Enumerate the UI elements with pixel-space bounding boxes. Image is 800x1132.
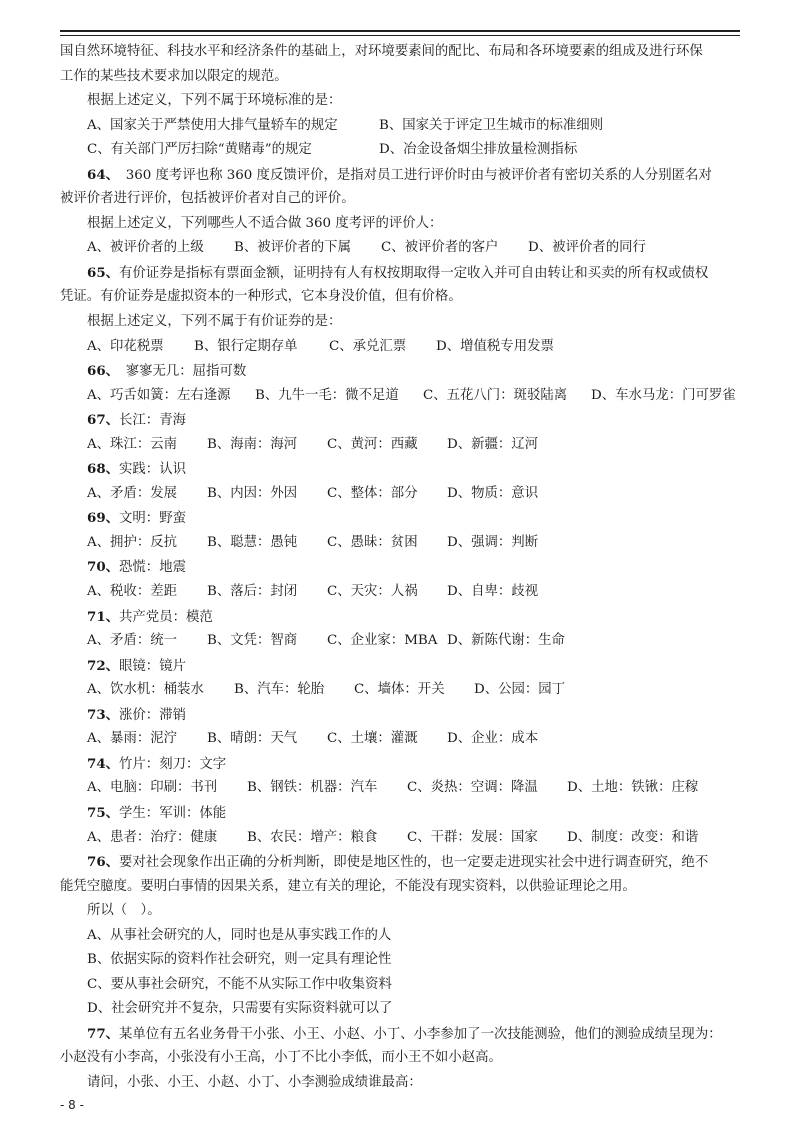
answer-option: B、银行定期存单	[194, 338, 298, 354]
answer-option: D、车水马龙：门可罗雀	[591, 387, 736, 403]
option-line	[60, 629, 745, 654]
text-line	[60, 924, 745, 949]
question-number: 65、	[87, 264, 120, 281]
header-rule-thick	[60, 30, 740, 32]
text-line	[60, 359, 745, 384]
text-line	[60, 408, 745, 433]
answer-option: D、土地：铁锹：庄稼	[567, 780, 699, 796]
answer-option: B、文凭：智商	[207, 633, 298, 649]
line-text: 被评价者进行评价，包括被评价者对自己的评价。	[60, 191, 355, 207]
question-number: 67、	[87, 412, 120, 429]
text-line	[60, 506, 745, 531]
line-text: 根据上述定义，下列哪些人不适合做 360 度考评的评价人：	[87, 215, 443, 231]
text-line	[60, 89, 745, 114]
answer-option: D、新疆：辽河	[447, 436, 539, 452]
text-line	[60, 899, 745, 924]
line-text: 工作的某些技术要求加以限定的规范。	[60, 68, 288, 84]
text-line	[60, 948, 745, 973]
answer-option: C、承兑汇票	[329, 338, 407, 354]
question-number: 70、	[87, 559, 120, 576]
option-line	[60, 678, 745, 703]
text-line	[60, 1071, 745, 1096]
answer-option: B、国家关于评定卫生城市的标准细则	[379, 117, 604, 133]
line-text: A、从事社会研究的人，同时也是从事实践工作的人	[87, 927, 392, 943]
text-line	[60, 875, 745, 900]
answer-option: A、暴雨：泥泞	[87, 731, 178, 747]
answer-option: B、晴朗：天气	[207, 731, 298, 747]
option-line	[60, 776, 745, 801]
line-text: 所以（ ）。	[87, 903, 161, 919]
answer-option: D、增值税专用发票	[436, 338, 554, 354]
answer-option: D、企业：成本	[447, 731, 539, 747]
question-number: 72、	[87, 657, 120, 674]
line-text: D、社会研究并不复杂，只需要有实际资料就可以了	[87, 1001, 393, 1017]
answer-option: A、税收：差距	[87, 584, 178, 600]
text-line	[60, 1022, 745, 1047]
question-number: 64、	[87, 166, 113, 183]
line-text: 共产党员：模范	[119, 609, 213, 625]
line-text: 实践：认识	[119, 462, 186, 478]
line-text: 请问，小张、小王、小赵、小丁、小李测验成绩谁最高：	[87, 1074, 422, 1090]
answer-option: D、公园：园丁	[474, 682, 566, 698]
answer-option: B、被评价者的下属	[234, 240, 351, 256]
text-line	[60, 65, 745, 90]
question-number: 68、	[87, 461, 120, 478]
text-line	[60, 187, 745, 212]
question-number: 76、	[87, 854, 120, 871]
line-text: 眼镜：镜片	[119, 658, 186, 674]
text-line	[60, 212, 745, 237]
answer-option: A、矛盾：发展	[87, 485, 178, 501]
option-line	[60, 727, 745, 752]
answer-option: D、制度：改变：和谐	[567, 829, 699, 845]
text-line	[60, 973, 745, 998]
answer-option: A、国家关于严禁使用大排气量轿车的规定	[87, 117, 338, 133]
answer-option: D、物质：意识	[447, 485, 539, 501]
option-line	[60, 531, 745, 556]
option-line	[60, 236, 745, 261]
page-body	[60, 40, 745, 1096]
line-text: 文明：野蛮	[119, 511, 186, 527]
answer-option: D、被评价者的同行	[528, 240, 646, 256]
answer-option: B、落后：封闭	[207, 584, 298, 600]
question-number: 77、	[87, 1025, 120, 1042]
text-line	[60, 40, 745, 65]
text-line	[60, 997, 745, 1022]
answer-option: D、强调：判断	[447, 534, 539, 550]
answer-option: C、被评价者的客户	[381, 240, 499, 256]
line-text: 有价证券是指标有票面金额，证明持有人有权按期取得一定收入并可自由转让和买卖的所有权或债权	[119, 265, 709, 281]
answer-option: C、天灾：人祸	[327, 584, 418, 600]
option-line	[60, 335, 745, 360]
answer-option: A、患者：治疗：健康	[87, 829, 218, 845]
option-line	[60, 138, 745, 163]
text-line	[60, 261, 745, 286]
line-text: 根据上述定义，下列不属于环境标准的是：	[87, 93, 342, 109]
line-text: 恐慌：地震	[119, 560, 186, 576]
line-text: 根据上述定义，下列不属于有价证券的是：	[87, 314, 342, 330]
answer-option: A、拥护：反抗	[87, 534, 178, 550]
option-line	[60, 580, 745, 605]
text-line	[60, 801, 745, 826]
line-text: 学生：军训：体能	[119, 805, 227, 821]
answer-option: D、自卑：歧视	[447, 584, 539, 600]
line-text: B、依据实际的资料作社会研究，则一定具有理论性	[87, 952, 392, 968]
line-text: 长江：青海	[119, 413, 186, 429]
header-rule-thin	[60, 35, 740, 36]
answer-option: C、土壤：灌溉	[327, 731, 418, 747]
answer-option: B、汽车：轮胎	[234, 682, 325, 698]
answer-option: A、被评价者的上级	[87, 240, 204, 256]
question-number: 69、	[87, 510, 120, 527]
answer-option: C、愚昧：贫困	[327, 534, 418, 550]
answer-option: C、炎热：空调：降温	[407, 780, 538, 796]
line-text: 凭证。有价证券是虚拟资本的一种形式，它本身没价值，但有价格。	[60, 289, 462, 305]
text-line	[60, 850, 745, 875]
option-line	[60, 114, 745, 139]
text-line	[60, 1046, 745, 1071]
option-line	[60, 826, 745, 851]
question-number: 75、	[87, 804, 120, 821]
answer-option: A、印花税票	[87, 338, 164, 354]
answer-option: A、饮水机：桶装水	[87, 682, 204, 698]
text-line	[60, 703, 745, 728]
text-line	[60, 555, 745, 580]
answer-option: C、黄河：西藏	[327, 436, 418, 452]
page-number: - 8 -	[60, 1098, 84, 1112]
line-text: 能凭空臆度。要明白事情的因果关系，建立有关的理论，不能没有现实资料，以供验证理论之用。	[60, 878, 636, 894]
line-text: 某单位有五名业务骨干小张、小王、小赵、小丁、小李参加了一次技能测验，他们的测验成绩呈现为：	[119, 1026, 722, 1042]
question-number: 74、	[87, 755, 120, 772]
option-line	[60, 384, 745, 409]
text-line	[60, 310, 745, 335]
text-line	[60, 605, 745, 630]
question-number: 73、	[87, 706, 120, 723]
text-line	[60, 163, 745, 188]
text-line	[60, 457, 745, 482]
option-line	[60, 433, 745, 458]
answer-option: B、农民：增产：粮食	[247, 829, 378, 845]
answer-option: C、整体：部分	[327, 485, 418, 501]
answer-option: A、巧舌如簧：左右逢源	[87, 387, 231, 403]
answer-option: B、聪慧：愚钝	[207, 534, 298, 550]
question-number: 66、	[87, 363, 113, 380]
text-line	[60, 752, 745, 777]
answer-option: C、五花八门：斑驳陆离	[423, 387, 568, 403]
text-line	[60, 285, 745, 310]
answer-option: B、内因：外因	[207, 485, 298, 501]
question-number: 71、	[87, 608, 120, 625]
answer-option: B、九牛一毛：微不足道	[255, 387, 399, 403]
answer-option: C、干群：发展：国家	[407, 829, 538, 845]
text-line	[60, 654, 745, 679]
answer-option: C、企业家：MBA	[327, 633, 438, 649]
line-text: 要对社会现象作出正确的分析判断，即使是地区性的，也一定要走进现实社会中进行调查研究，绝不	[119, 855, 709, 871]
answer-option: B、钢铁：机器：汽车	[247, 780, 378, 796]
option-line	[60, 482, 745, 507]
answer-option: C、墙体：开关	[354, 682, 445, 698]
answer-option: C、有关部门严厉扫除“黄赌毒”的规定	[87, 142, 312, 158]
line-text: 竹片：刻刀：文字	[119, 756, 227, 772]
answer-option: B、海南：海河	[207, 436, 298, 452]
answer-option: A、珠江：云南	[87, 436, 178, 452]
answer-option: D、新陈代谢：生命	[447, 633, 565, 649]
answer-option: A、电脑：印刷：书刊	[87, 780, 218, 796]
line-text: C、要从事社会研究，不能不从实际工作中收集资料	[87, 976, 392, 992]
line-text: 国自然环境特征、科技水平和经济条件的基础上，对环境要素间的配比、布局和各环境要素的组成及进行环保	[60, 44, 703, 59]
answer-option: A、矛盾：统一	[87, 633, 178, 649]
line-text: 360 度考评也称 360 度反馈评价，是指对员工进行评价时由与被评价者有密切关系的人分别匿名对	[112, 167, 712, 183]
answer-option: D、冶金设备烟尘排放量检测指标	[379, 142, 578, 158]
line-text: 涨价：滞销	[119, 707, 186, 723]
line-text: 寥寥无几：屈指可数	[112, 364, 247, 380]
line-text: 小赵没有小李高，小张没有小王高，小丁不比小李低，而小王不如小赵高。	[60, 1050, 502, 1066]
